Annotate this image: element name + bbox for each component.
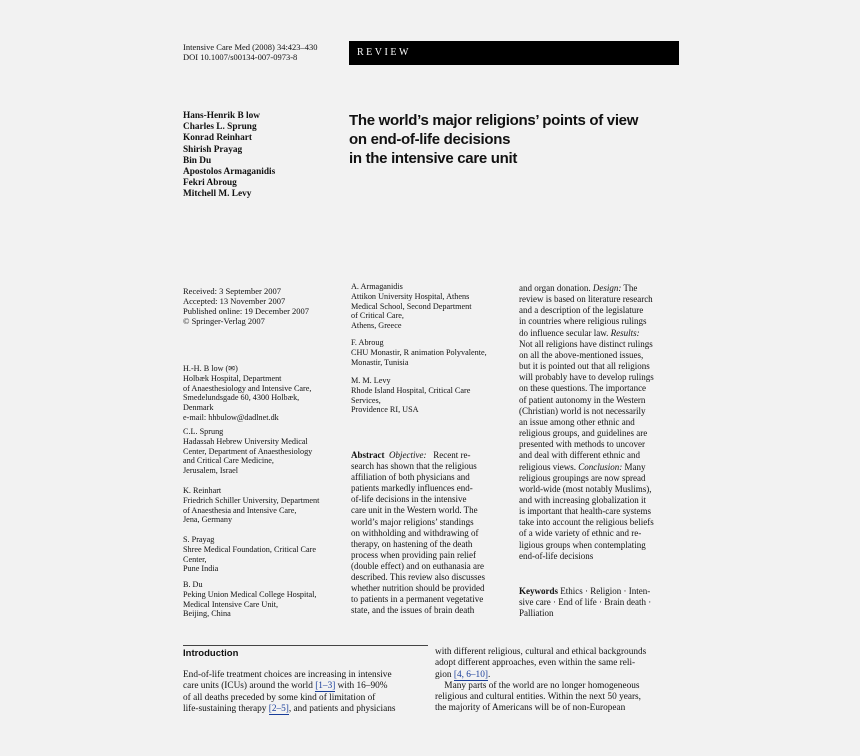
objective-label: Objective: xyxy=(389,450,427,460)
affiliation-block xyxy=(183,535,343,574)
intro-line: the majority of Americans will be of non-European xyxy=(435,703,626,714)
affiliation-line: Beijing, China xyxy=(183,609,231,619)
abstract-line: on these questions. The importance xyxy=(519,383,647,394)
abstract-line: of patient autonomy in the Western xyxy=(519,394,646,405)
abstract-line: presented with methods to uncover xyxy=(519,439,645,450)
affiliation-block xyxy=(183,580,343,619)
affiliation-line: Jena, Germany xyxy=(183,515,233,525)
abstract-subhead: Results: xyxy=(610,327,640,338)
affiliation-line: Athens, Greece xyxy=(351,321,402,331)
affiliation-line: of Anaesthesiology and Intensive Care, xyxy=(183,383,312,393)
abstract-line: an issue among other ethnic and xyxy=(519,416,635,427)
affiliation-block xyxy=(183,486,343,525)
introduction-heading: Introduction xyxy=(183,648,239,659)
abstract-line: and a description of the legislature xyxy=(519,305,644,316)
introduction-right-column xyxy=(435,647,679,715)
section-label: REVIEW xyxy=(357,47,411,58)
affiliation-line: Jerusalem, Israel xyxy=(183,466,239,476)
affiliation-line: Medical School, Second Department xyxy=(351,301,472,311)
affiliation-block xyxy=(351,376,501,415)
abstract-line: and deal with different ethnic and xyxy=(519,450,641,461)
affiliation-line: Monastir, Tunisia xyxy=(351,357,409,367)
author-name: Charles L. Sprung xyxy=(183,122,257,133)
abstract-line: to patients in a permanent vegetative xyxy=(351,594,484,605)
abstract-line: religious groupings are now spread xyxy=(519,472,646,483)
abstract-label: Abstract xyxy=(351,450,385,460)
affiliation-line: Smedelundsgade 60, 4300 Holbæk, xyxy=(183,393,300,403)
author-list xyxy=(183,111,275,201)
date-line: Accepted: 13 November 2007 xyxy=(183,296,286,306)
abstract-line: and with increasing globalization it xyxy=(519,494,646,505)
affiliation-line: and Critical Care Medicine, xyxy=(183,456,274,466)
affiliation-line: H.-H. B low (✉) xyxy=(183,364,238,373)
keywords xyxy=(519,586,676,619)
affiliation-line: CHU Monastir, R animation Polyvalente, xyxy=(351,347,487,357)
affiliation-line: A. Armaganidis xyxy=(351,282,403,291)
abstract-subhead: Conclusion: xyxy=(578,461,623,472)
journal-line: Intensive Care Med (2008) 34:423–430 xyxy=(183,42,318,52)
introduction-left-column xyxy=(183,670,428,716)
author-name: Konrad Reinhart xyxy=(183,133,252,144)
abstract-line: do influence secular law. Results: xyxy=(519,327,640,338)
publication-dates xyxy=(183,286,309,326)
abstract-line: world-wide (most notably Muslims), xyxy=(519,483,652,494)
date-line: Received: 3 September 2007 xyxy=(183,286,281,296)
abstract-line: in countries where religious rulings xyxy=(519,316,647,327)
intro-line: life-sustaining therapy [2–5], and patients and physicians xyxy=(183,704,396,715)
affiliation-line: F. Abroug xyxy=(351,338,384,347)
date-line: Published online: 19 December 2007 xyxy=(183,306,310,316)
affiliation-line: Center, xyxy=(183,554,207,564)
abstract-line: search has shown that the religious xyxy=(351,461,477,472)
author-name: Fekri Abroug xyxy=(183,178,237,189)
affiliation-line: B. Du xyxy=(183,580,203,589)
abstract-line: world’s major religions’ standings xyxy=(351,516,474,527)
abstract-line: described. This review also discusses xyxy=(351,572,486,583)
journal-citation xyxy=(183,42,318,62)
abstract-line: of-life decisions in the intensive xyxy=(351,494,467,505)
affiliation-line: e-mail: hhbulow@dadlnet.dk xyxy=(183,412,279,422)
abstract-line: (double effect) and on euthanasia are xyxy=(351,560,485,571)
title-line: The world’s major religions’ points of view xyxy=(349,112,639,129)
abstract-line: is important that health-care systems xyxy=(519,506,651,517)
affiliation-line: Attikon University Hospital, Athens xyxy=(351,291,470,301)
date-line: © Springer-Verlag 2007 xyxy=(183,316,265,326)
affiliation-line: Pune India xyxy=(183,564,219,574)
abstract-line: religious views. Conclusion: Many xyxy=(519,461,646,472)
affiliation-line: Denmark xyxy=(183,403,214,413)
abstract-line: state, and the issues of brain death xyxy=(351,605,475,616)
abstract-line: process when providing pain relief xyxy=(351,549,476,560)
abstract-line: and organ donation. Design: The xyxy=(519,283,638,293)
abstract-line: whether nutrition should be provided xyxy=(351,583,485,594)
affiliation-line: Medical Intensive Care Unit, xyxy=(183,599,279,609)
affiliation-line: Friedrich Schiller University, Department xyxy=(183,495,320,505)
keywords-text: sive care · End of life · Brain death · xyxy=(519,597,652,608)
article-title xyxy=(349,111,638,168)
section-banner xyxy=(349,41,679,65)
affiliation-line: M. M. Levy xyxy=(351,376,391,385)
affiliation-line: C.L. Sprung xyxy=(183,427,224,436)
author-name: Apostolos Armaganidis xyxy=(183,167,276,178)
citation-link[interactable]: [2–5] xyxy=(268,704,289,715)
abstract-line: on withholding and withdrawing of xyxy=(351,527,479,538)
abstract-line: end-of-life decisions xyxy=(519,550,594,561)
citation-link[interactable]: [4, 6–10] xyxy=(453,669,488,680)
affiliation-line: Hadassah Hebrew University Medical xyxy=(183,436,308,446)
abstract-line: but it is pointed out that all religions xyxy=(519,361,650,372)
abstract-line: care unit in the Western world. The xyxy=(351,505,478,516)
author-name: Shirish Prayag xyxy=(183,144,243,155)
keywords-text: Palliation xyxy=(519,608,554,619)
author-name: Hans-Henrik B low xyxy=(183,111,260,121)
abstract-text: Recent re- xyxy=(433,450,471,460)
abstract-line: take into account the religious beliefs xyxy=(519,517,654,528)
abstract-line: (Christian) world is not necessarily xyxy=(519,405,646,416)
affiliation-line: K. Reinhart xyxy=(183,486,222,495)
abstract-line: on all the above-mentioned issues, xyxy=(519,349,644,360)
keywords-text: Ethics · Religion · Inten- xyxy=(560,586,651,596)
intro-line: gion [4, 6–10]. xyxy=(435,669,491,680)
author-name: Mitchell M. Levy xyxy=(183,189,252,200)
abstract-line: ligious groups when contemplating xyxy=(519,539,646,550)
affiliation-block xyxy=(351,338,501,367)
abstract-subhead: Design: xyxy=(592,283,622,293)
affiliation-line: Services, xyxy=(351,395,381,405)
title-line: in the intensive care unit xyxy=(349,150,518,167)
abstract-line: review is based on literature research xyxy=(519,294,653,305)
abstract-line: of a wide variety of ethnic and re- xyxy=(519,528,642,539)
abstract-line: therapy, on hastening of the death xyxy=(351,538,473,549)
affiliation-line: Providence RI, USA xyxy=(351,405,419,415)
intro-line: care units (ICUs) around the world [1–3] with 16–90% xyxy=(183,681,388,692)
section-divider xyxy=(183,645,428,646)
keywords-label: Keywords xyxy=(519,586,558,596)
title-line: on end-of-life decisions xyxy=(349,131,511,148)
affiliation-line: of Critical Care, xyxy=(351,311,404,321)
citation-link[interactable]: [1–3] xyxy=(315,681,336,692)
doi-line: DOI 10.1007/s00134-007-0973-8 xyxy=(183,52,298,62)
abstract-right-column xyxy=(519,283,676,562)
affiliation-block xyxy=(183,427,343,476)
affiliation-line: Center, Department of Anaesthesiology xyxy=(183,446,313,456)
abstract-line: will probably have to develop rulings xyxy=(519,372,654,383)
intro-line: with different religious, cultural and ethical backgrounds xyxy=(435,647,647,657)
affiliation-block xyxy=(351,282,501,331)
author-name: Bin Du xyxy=(183,155,212,166)
affiliation-line: S. Prayag xyxy=(183,535,215,544)
abstract-line: religious groups, and guidelines are xyxy=(519,428,648,439)
intro-line: religious and cultural entities. Within the next 50 years, xyxy=(435,692,642,703)
affiliation-line: Holbæk Hospital, Department xyxy=(183,373,282,383)
affiliation-block xyxy=(183,364,343,423)
abstract-line: patients markedly influences end- xyxy=(351,483,473,494)
intro-line: Many parts of the world are no longer homogeneous xyxy=(435,680,640,691)
affiliation-line: Peking Union Medical College Hospital, xyxy=(183,589,317,599)
abstract-line: affiliation of both physicians and xyxy=(351,472,470,483)
intro-line: of all deaths preceded by some kind of limitation of xyxy=(183,692,376,703)
affiliation-line: Shree Medical Foundation, Critical Care xyxy=(183,544,317,554)
abstract-left-column xyxy=(351,450,506,616)
intro-line: End-of-life treatment choices are increasing in intensive xyxy=(183,670,392,680)
affiliation-line: Rhode Island Hospital, Critical Care xyxy=(351,385,471,395)
affiliation-line: of Anaesthesia and Intensive Care, xyxy=(183,505,297,515)
intro-line: adopt different approaches, even within the same reli- xyxy=(435,658,636,669)
abstract-line: Not all religions have distinct rulings xyxy=(519,338,653,349)
